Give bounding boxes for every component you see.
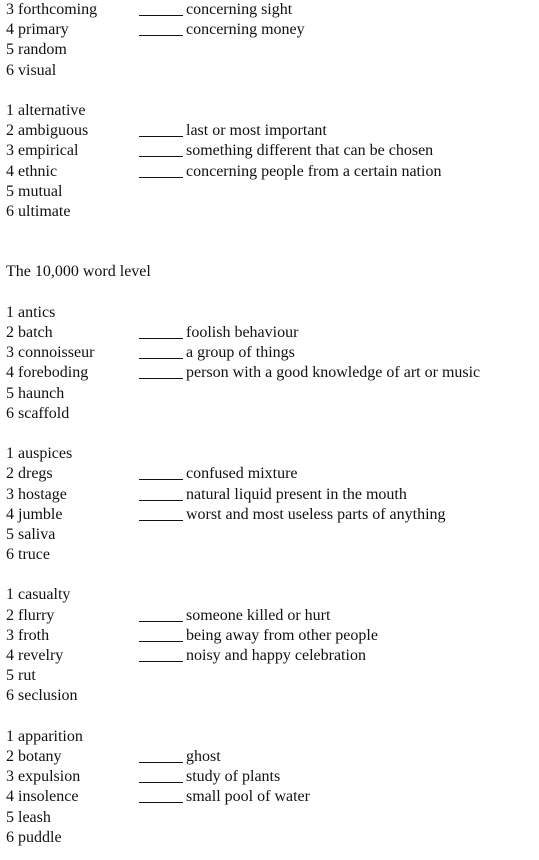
definition: natural liquid present in the mouth (186, 485, 407, 503)
spacer (6, 565, 536, 585)
item-row (6, 202, 536, 222)
item-row (6, 666, 536, 686)
word-option: 5 random (6, 41, 67, 59)
word-group (6, 303, 536, 424)
word-option: 6 puddle (6, 828, 62, 846)
item-row (6, 61, 536, 81)
spacer (6, 283, 536, 303)
item-row (6, 0, 536, 20)
word-option: 4 jumble (6, 505, 63, 523)
word-option: 1 apparition (6, 727, 83, 745)
answer-blank[interactable] (139, 479, 183, 480)
word-group (6, 101, 536, 222)
word-group (6, 444, 536, 565)
item-row (6, 808, 536, 828)
definition: being away from other people (186, 626, 378, 644)
item-row (6, 727, 536, 747)
answer-blank[interactable] (139, 156, 183, 157)
item-row (6, 20, 536, 40)
definition: noisy and happy celebration (186, 647, 366, 664)
answer-blank[interactable] (139, 338, 183, 339)
item-row (6, 182, 536, 202)
answer-blank[interactable] (139, 500, 183, 501)
word-option: 2 botany (6, 747, 62, 765)
word-option: 1 alternative (6, 101, 86, 119)
answer-blank[interactable] (139, 520, 183, 521)
item-row (6, 141, 536, 161)
definition: worst and most useless parts of anything (186, 505, 446, 523)
word-option: 4 revelry (6, 647, 64, 664)
item-row (6, 323, 536, 343)
word-option: 2 ambiguous (6, 122, 89, 140)
word-group (6, 585, 536, 706)
word-option: 6 ultimate (6, 202, 71, 220)
definition: small pool of water (186, 788, 310, 806)
item-row (6, 162, 536, 182)
definition: study of plants (186, 768, 281, 786)
word-option: 3 empirical (6, 142, 79, 160)
word-option: 5 rut (6, 667, 36, 685)
item-row (6, 585, 536, 605)
answer-blank[interactable] (139, 358, 183, 359)
item-row (6, 686, 536, 706)
answer-blank[interactable] (139, 177, 183, 178)
word-option: 2 batch (6, 324, 53, 341)
item-row (6, 121, 536, 141)
item-row (6, 464, 536, 484)
item-row (6, 767, 536, 787)
word-option: 5 haunch (6, 384, 65, 402)
answer-blank[interactable] (139, 621, 183, 622)
definition: something different that can be chosen (186, 142, 434, 160)
spacer (6, 81, 536, 101)
item-row (6, 363, 536, 383)
definition: confused mixture (186, 465, 298, 483)
answer-blank[interactable] (139, 641, 183, 642)
item-row (6, 505, 536, 525)
word-group (6, 727, 536, 848)
word-option: 4 ethnic (6, 162, 58, 180)
spacer (6, 242, 536, 262)
item-row (6, 101, 536, 121)
item-row (6, 525, 536, 545)
spacer (6, 707, 536, 727)
item-row (6, 606, 536, 626)
item-row (6, 828, 536, 848)
word-option: 2 flurry (6, 606, 55, 624)
item-row (6, 343, 536, 363)
word-option: 5 leash (6, 808, 51, 826)
definition: ghost (186, 747, 221, 765)
item-row (6, 384, 536, 404)
item-row (6, 626, 536, 646)
item-row (6, 444, 536, 464)
word-option: 4 insolence (6, 788, 79, 806)
word-option: 4 foreboding (6, 364, 89, 382)
answer-blank[interactable] (139, 136, 183, 137)
definition: concerning people from a certain nation (186, 162, 442, 180)
answer-blank[interactable] (139, 378, 183, 379)
word-option: 5 mutual (6, 182, 63, 200)
word-option: 6 truce (6, 546, 50, 564)
definition: person with a good knowledge of art or music (186, 364, 481, 382)
word-option: 3 expulsion (6, 768, 81, 786)
definition: someone killed or hurt (186, 606, 331, 624)
word-option: 6 scaffold (6, 404, 70, 422)
word-option: 3 forthcoming (6, 1, 98, 18)
word-option: 5 saliva (6, 525, 56, 543)
spacer (6, 424, 536, 444)
item-row (6, 303, 536, 323)
spacer (6, 222, 536, 242)
section-title: The 10,000 word level (6, 263, 151, 281)
word-option: 1 auspices (6, 445, 73, 463)
definition: concerning money (186, 21, 305, 39)
word-option: 2 dregs (6, 465, 53, 483)
item-row (6, 787, 536, 807)
definition: a group of things (186, 344, 295, 362)
item-row (6, 646, 536, 666)
word-option: 3 connoisseur (6, 344, 95, 362)
definition: concerning sight (186, 1, 293, 18)
item-row (6, 40, 536, 60)
word-option: 6 visual (6, 61, 57, 79)
answer-blank[interactable] (139, 15, 183, 16)
answer-blank[interactable] (139, 782, 183, 783)
item-row (6, 404, 536, 424)
word-option: 1 antics (6, 303, 56, 321)
answer-blank[interactable] (139, 762, 183, 763)
definition: foolish behaviour (186, 324, 299, 341)
word-option: 3 froth (6, 626, 50, 644)
word-option: 1 casualty (6, 586, 71, 604)
word-option: 3 hostage (6, 485, 67, 503)
item-row (6, 747, 536, 767)
vocabulary-test-page (6, 0, 536, 848)
definition: last or most important (186, 122, 327, 140)
word-option: 4 primary (6, 21, 69, 39)
word-group (6, 0, 536, 81)
word-option: 6 seclusion (6, 687, 78, 705)
answer-blank[interactable] (139, 802, 183, 803)
answer-blank[interactable] (139, 35, 183, 36)
item-row (6, 545, 536, 565)
answer-blank[interactable] (139, 661, 183, 662)
item-row (6, 485, 536, 505)
